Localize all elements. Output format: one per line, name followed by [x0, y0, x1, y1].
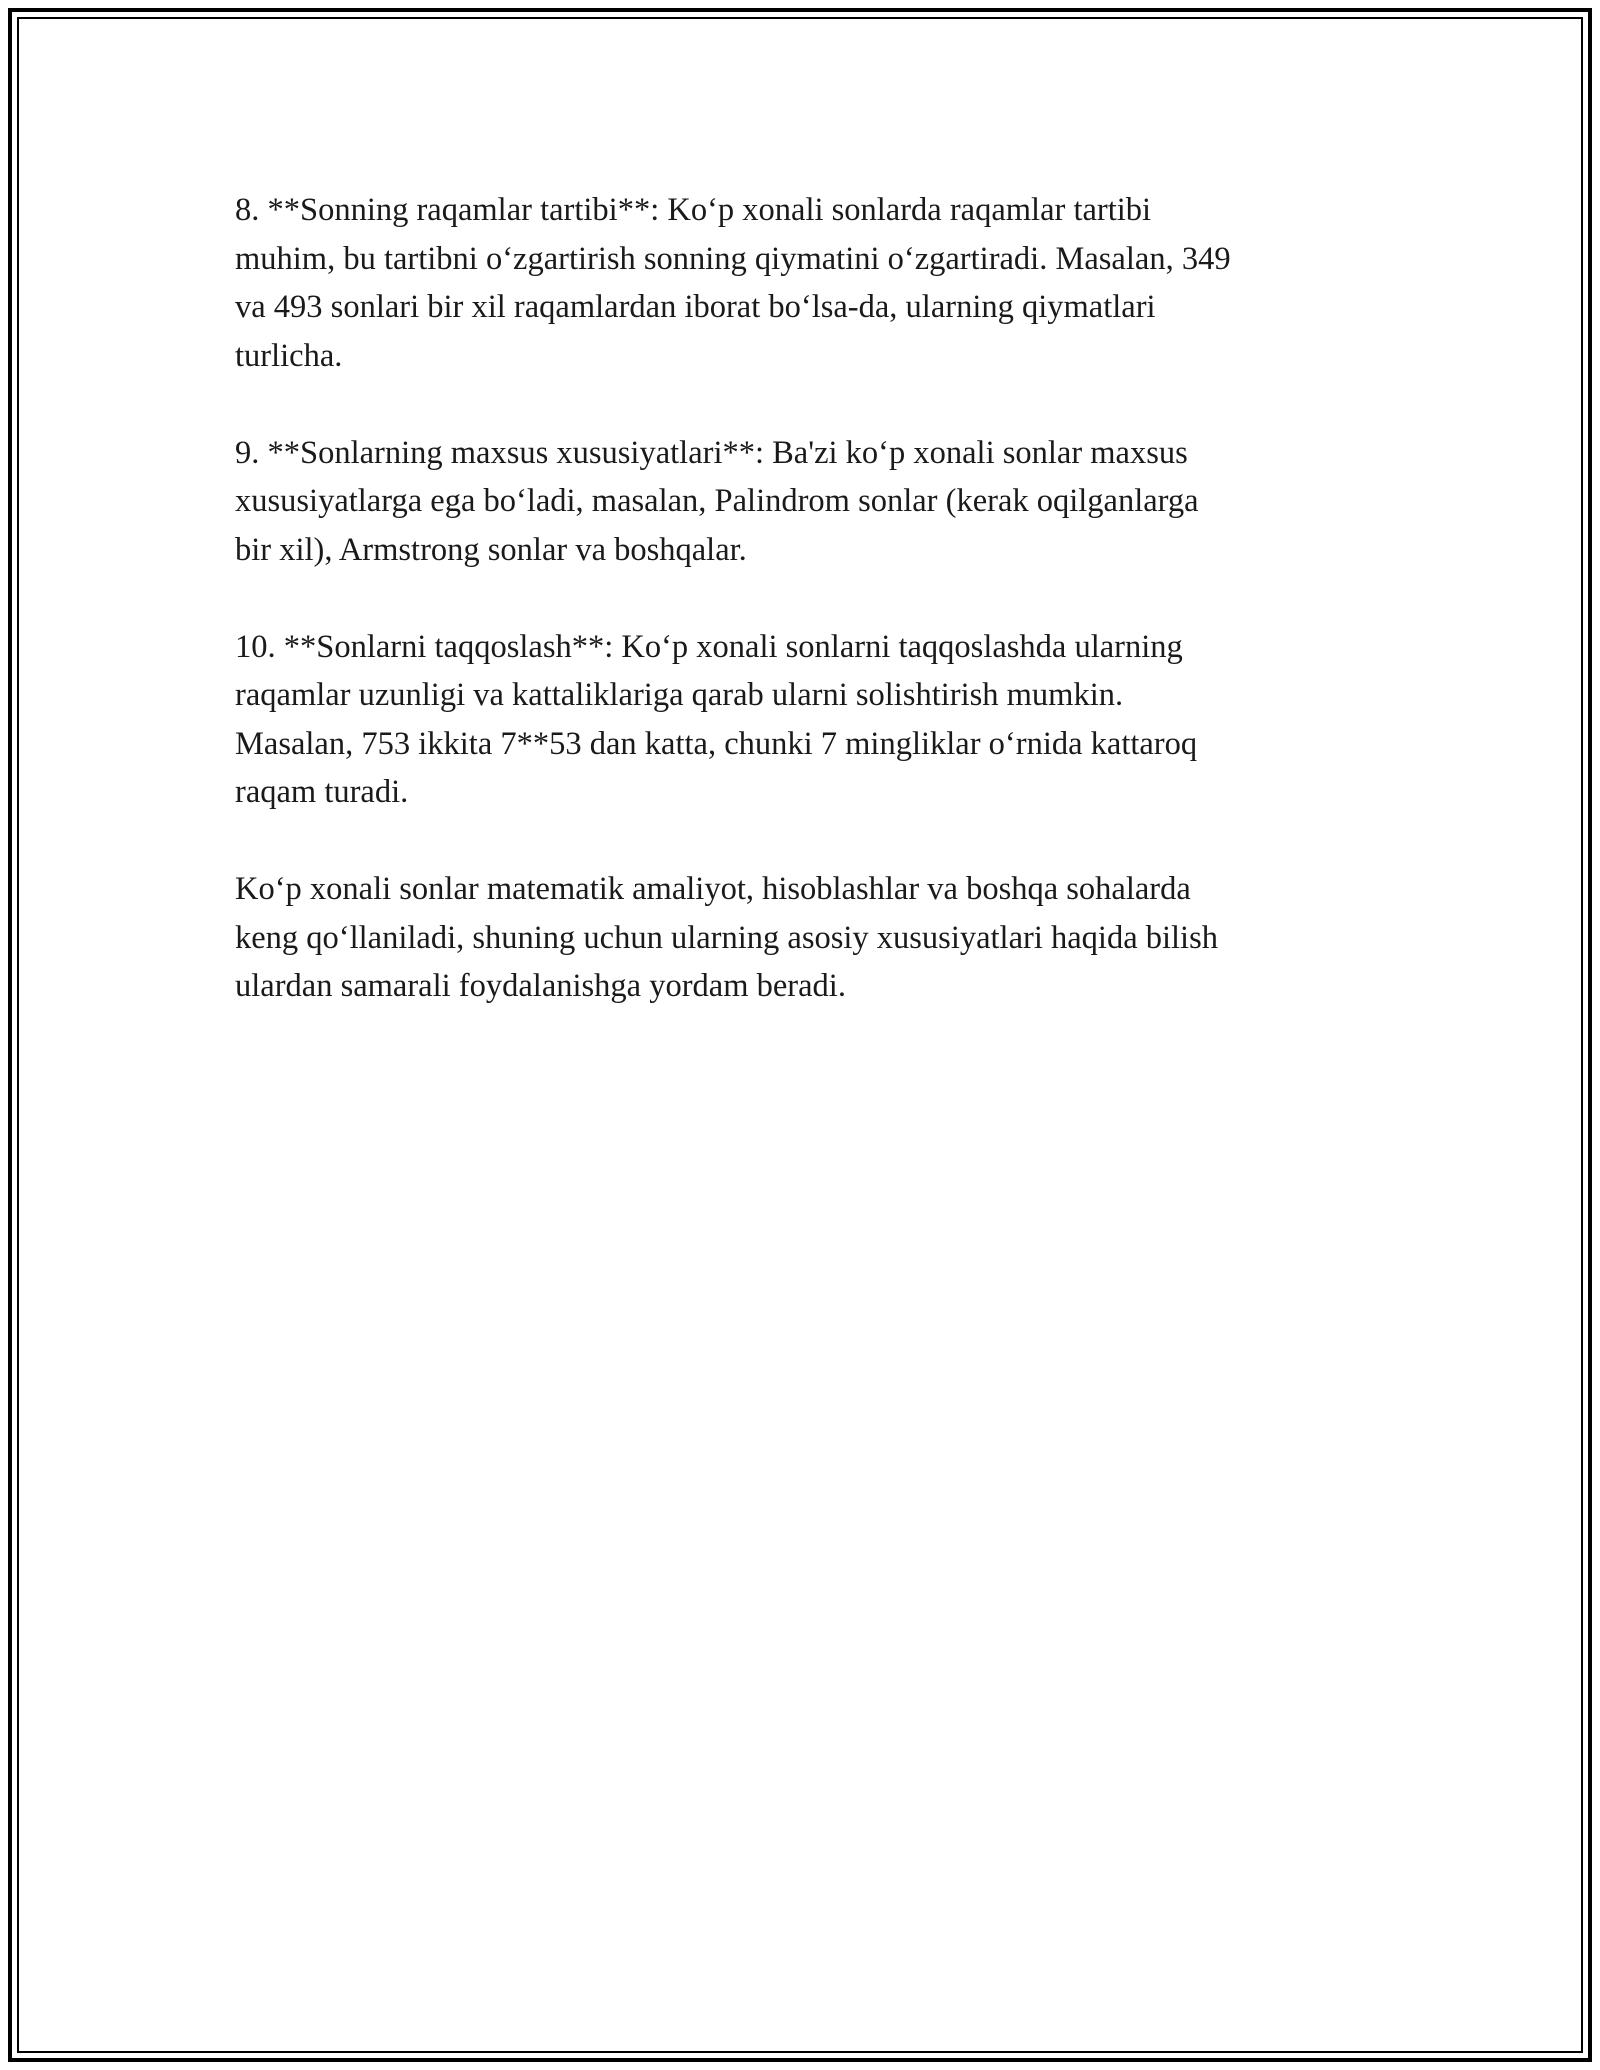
paragraph-item-10: 10. **Sonlarni taqqoslash**: Ko‘p xonali sonlarni taqqoslashda ularning raqamlar uzunligi va kattaliklariga qarab ularni solishtirish mumkin. Masalan, 753 ikkita 7**53 dan katta, chunki 7 mingliklar o‘rnida kattaroq raqam turadi.: [235, 628, 1198, 810]
paragraph-conclusion: Ko‘p xonali sonlar matematik amaliyot, hisoblashlar va boshqa sohalarda keng qo‘llaniladi, shuning uchun ularning asosiy xususiyatlari haqida bilish ulardan samarali foydalanishga yordam beradi.: [235, 871, 1218, 1004]
document-body: [235, 186, 1365, 1059]
paragraph-item-8: 8. **Sonning raqamlar tartibi**: Ko‘p xonali sonlarda raqamlar tartibi muhim, bu tartibni o‘zgartirish sonning qiymatini o‘zgartiradi. Masalan, 349 va 493 sonlari bir xil raqamlardan iborat bo‘lsa-da, ularning qiymatlari turlicha.: [235, 192, 1231, 374]
paragraph-item-9: 9. **Sonlarning maxsus xususiyatlari**: Ba'zi ko‘p xonali sonlar maxsus xususiyatlarga ega bo‘ladi, masalan, Palindrom sonlar (kerak oqilganlarga bir xil), Armstrong sonlar va boshqalar.: [235, 434, 1199, 568]
